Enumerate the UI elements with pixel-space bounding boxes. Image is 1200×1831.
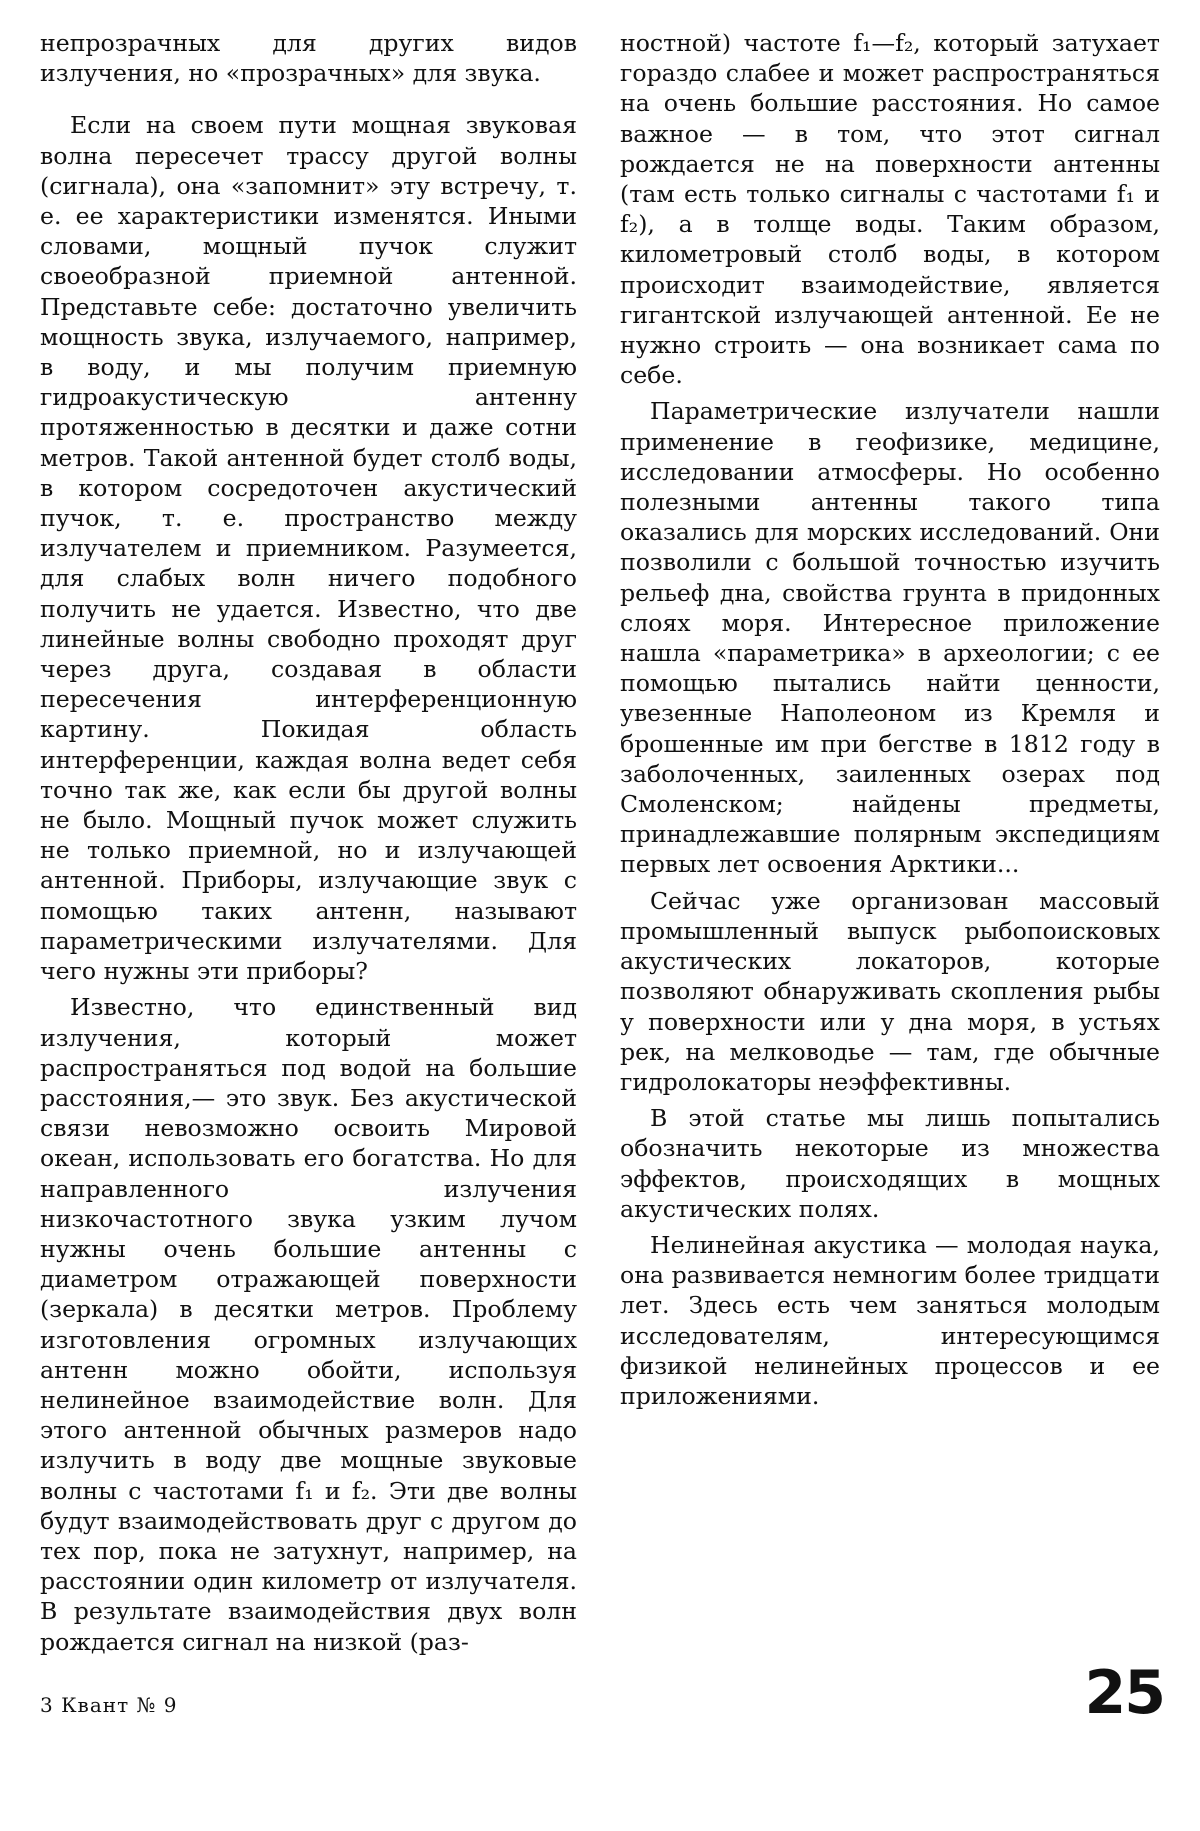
paragraph: ностной) частоте f₁—f₂, который затухает гораздо слабее и может распространяться на очень большие расстояния. Но самое важное — в том, что этот сигнал рождается не на поверхности антенны (там есть только сигналы с частотами f₁ и f₂), а в толще воды. Таким образом, километровый столб воды, в котором происходит взаимодействие, является гигантской излучающей антенной. Ее не нужно строить — она возникает сама по себе. (620, 29, 1160, 390)
paragraph: Если на своем пути мощная звуковая волна пересечет трассу другой волны (сигнала), она «запомнит» эту встречу, т. е. ее характеристики изменятся. Иными словами, мощный пучок служит своеобразной приемной антенной. Представьте себе: достаточно увеличить мощность звука, излучаемого, например, в воду, и мы получим приемную гидроакустическую антенну протяженностью в десятки и даже сотни метров. Такой антенной будет столб воды, в котором сосредоточен акустический пучок, т. е. пространство между излучателем и приемником. Разумеется, для слабых волн ничего подобного получить не удается. Известно, что две линейные волны свободно проходят друг через друга, создавая в области пересечения интерференционную картину. Покидая область интерференции, каждая волна ведет себя точно так же, как если бы другой волны не было. Мощный пучок может служить не только приемной, но и излучающей антенной. Приборы, излучающие звук с помощью таких антенн, называют параметрическими излучателями. Для чего нужны эти приборы? (40, 111, 577, 986)
paragraph: Параметрические излучатели нашли применение в геофизике, медицине, исследовании атмосферы. Но особенно полезными антенны такого типа оказались для морских исследований. Они позволили с большой точностью изучить рельеф дна, свойства грунта в придонных слоях моря. Интересное приложение нашла «параметрика» в археологии; с ее помощью пытались найти ценности, увезенные Наполеоном из Кремля и брошенные им при бегстве в 1812 году в заболоченных, заиленных озерах под Смоленском; найдены предметы, принадлежавшие полярным экспедициям первых лет освоения Арктики... (620, 397, 1160, 879)
paragraph: Нелинейная акустика — молодая наука, она развивается немногим более тридцати лет. Здесь есть чем заняться молодым исследователям, интересующимся физикой нелинейных процессов и ее приложениями. (620, 1230, 1160, 1410)
paragraph: Сейчас уже организован массовый промышленный выпуск рыбопоисковых акустических локаторов, которые позволяют обнаруживать скопления рыбы у поверхности или у дна моря, в устьях рек, на мелководье — там, где обычные гидролокаторы неэффективны. (620, 886, 1160, 1096)
right-column (620, 28, 1160, 1411)
paragraph: В этой статье мы лишь попытались обозначить некоторые из множества эффектов, происходящих в мощных акустических полях. (620, 1104, 1160, 1223)
paragraph: Известно, что единственный вид излучения, который может распространяться под водой на большие расстояния,— это звук. Без акустической связи невозможно освоить Мировой океан, использовать его богатства. Но для направленного излучения низкочастотного звука узким лучом нужны очень большие антенны с диаметром отражающей поверхности (зеркала) в десятки метров. Проблему изготовления огромных излучающих антенн можно обойти, используя нелинейное взаимодействие волн. Для этого антенной обычных размеров надо излучить в воду две мощные звуковые волны с частотами f₁ и f₂. Эти две волны будут взаимодействовать друг с другом до тех пор, пока не затухнут, например, на расстоянии один километр от излучателя. В результате взаимодействия двух волн рождается сигнал на низкой (раз- (40, 993, 577, 1656)
left-column (40, 28, 577, 1657)
signature-mark: 3 Квант № 9 (40, 1693, 178, 1717)
paragraph: непрозрачных для других видов излучения, но «прозрачных» для звука. (40, 29, 577, 88)
page-number: 25 (1084, 1658, 1164, 1728)
